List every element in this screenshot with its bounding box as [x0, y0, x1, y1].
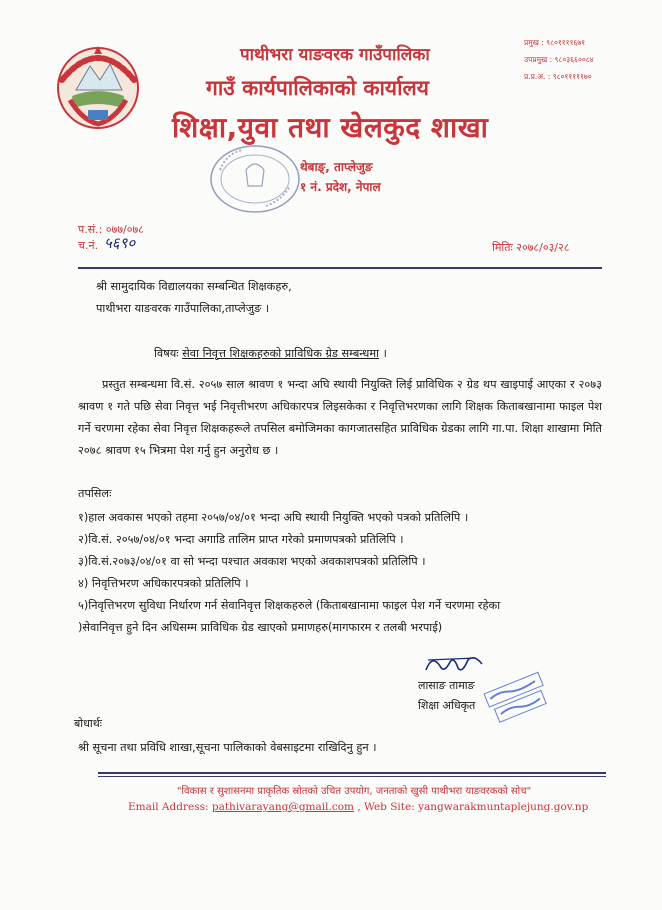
contact-chief: प्रमुख : ९८०११११६७१ — [524, 38, 586, 47]
municipality-name: पाथीभरा याङवरक गाउँपालिका — [240, 45, 430, 65]
recipient-line-2: पाथीभरा याङवरक गाउँपालिका,ताप्लेजुङ । — [96, 302, 270, 315]
contact-numbers — [524, 34, 594, 85]
dispatch-number-label: च.नं. — [78, 239, 99, 252]
government-emblem — [52, 40, 144, 132]
footer-slogan: "विकास र सुशासनमा प्राकृतिक स्रोतको उचित उपयोग, जनताको खुसी पाथीभरा याङवरकको सोच" — [176, 786, 532, 797]
subject-text: सेवा निवृत्त शिक्षकहरुको प्राविधिक ग्रेड सम्बन्धमा — [182, 347, 380, 360]
signatory-name: लासाङ तामाङ — [418, 679, 475, 692]
recipient-line-1: श्री सामुदायिक विद्यालयका सम्बन्धित शिक्षकहरु, — [96, 280, 292, 293]
body-paragraph — [78, 374, 602, 462]
list-item: १)हाल अवकास भएको तहमा २०५७/०४/०१ भन्दा अघि स्थायी नियुक्ति भएको पत्रको प्रतिलिपि । — [78, 511, 469, 524]
branch-name: शिक्षा,युवा तथा खेलकुद शाखा — [172, 111, 489, 144]
cc-label: बोधार्थः — [74, 717, 102, 730]
email-label: Email Address: — [128, 801, 212, 813]
cc-recipient: श्री सूचना तथा प्रविधि शाखा,सूचना पालिकाको वेबसाइटमा राखिदिनु हुन । — [78, 741, 377, 754]
letter-date: मितिः २०७८/०३/२८ — [492, 241, 570, 254]
dispatch-number-handwritten: ५६९० — [104, 234, 136, 252]
header-divider — [78, 267, 602, 269]
annex-label: तपसिलः — [78, 487, 112, 500]
website-link[interactable]: yangwarakmuntaplejung.gov.np — [418, 801, 589, 813]
handwritten-signature — [422, 652, 486, 678]
subject-line — [154, 343, 387, 365]
subject-suffix: । — [382, 347, 387, 360]
office-name: गाउँ कार्यपालिकाको कार्यालय — [206, 76, 429, 100]
reference-number: प.सं.: ०७७/०७८ — [78, 223, 144, 236]
contact-deputy: उपप्रमुख : ९८०३६६००८४ — [524, 55, 594, 64]
subject-prefix: विषयः — [154, 347, 179, 360]
footer-divider — [98, 772, 606, 774]
address-line-1: थेबाङ्, ताप्लेजुङ — [300, 160, 373, 174]
email-link[interactable]: pathivarayang@gmail.com — [211, 801, 354, 813]
recipient-block — [96, 276, 292, 320]
website-label: , Web Site: — [357, 801, 419, 813]
list-item: ३)वि.सं.२०७३/०४/०१ वा सो भन्दा पश्चात अवकाश भएको अवकाशपत्रको प्रतिलिपि । — [78, 555, 426, 568]
office-seal-stamp — [206, 140, 304, 218]
officer-name-stamp — [482, 668, 552, 728]
body-paragraph-text: प्रस्तुत सम्बन्धमा वि.सं. २०५७ साल श्रावण १ भन्दा अघि स्थायी नियुक्ति लिई प्राविधिक २ ग्रेड थप खाइपाई आएका र २०७३ श्रावण १ गते पछि सेवा निवृत्त भई निवृत्तीभरण अधिकारपत्र लिइसकेका र निवृत्तिभरणका लागि शिक्षक किताबखानामा फाइल पेश गर्ने चरणमा रहेका सेवा निवृत्त शिक्षकहरूले तपसिल बमोजिमका कागजातसहित प्राविधिक ग्रेडका लागि गा.पा. शिक्षा शाखामा मिति २०७८ श्रावण १५ भित्रमा पेश गर्नु हुन अनुरोध छ । — [78, 378, 602, 457]
list-item: )सेवानिवृत्त हुने दिन अधिसम्म प्राविधिक ग्रेड खाएको प्रमाणहरु(मागफारम र तलबी भरपाई) — [78, 621, 443, 634]
list-item: ४) निवृत्तिभरण अधिकारपत्रको प्रतिलिपि । — [78, 577, 249, 590]
list-item: ५)निवृत्तिभरण सुविधा निर्धारण गर्न सेवानिवृत्त शिक्षकहरुले (किताबखानामा फाइल पेश गर्ने चरणमा रहेका — [78, 599, 501, 612]
list-item: २)वि.सं. २०५७/०४/०१ भन्दा अगाडि तालिम प्राप्त गरेको प्रमाणपत्रको प्रतिलिपि । — [78, 533, 404, 546]
footer-contact — [128, 801, 588, 813]
contact-cao: प्र.प्र.अ. : ९८०१११११७० — [524, 72, 592, 81]
signatory-title: शिक्षा अधिकृत — [418, 699, 476, 712]
footer-divider-thin — [98, 776, 606, 777]
address-line-2: १ नं. प्रदेश, नेपाल — [300, 180, 381, 194]
annex-list — [78, 507, 608, 639]
